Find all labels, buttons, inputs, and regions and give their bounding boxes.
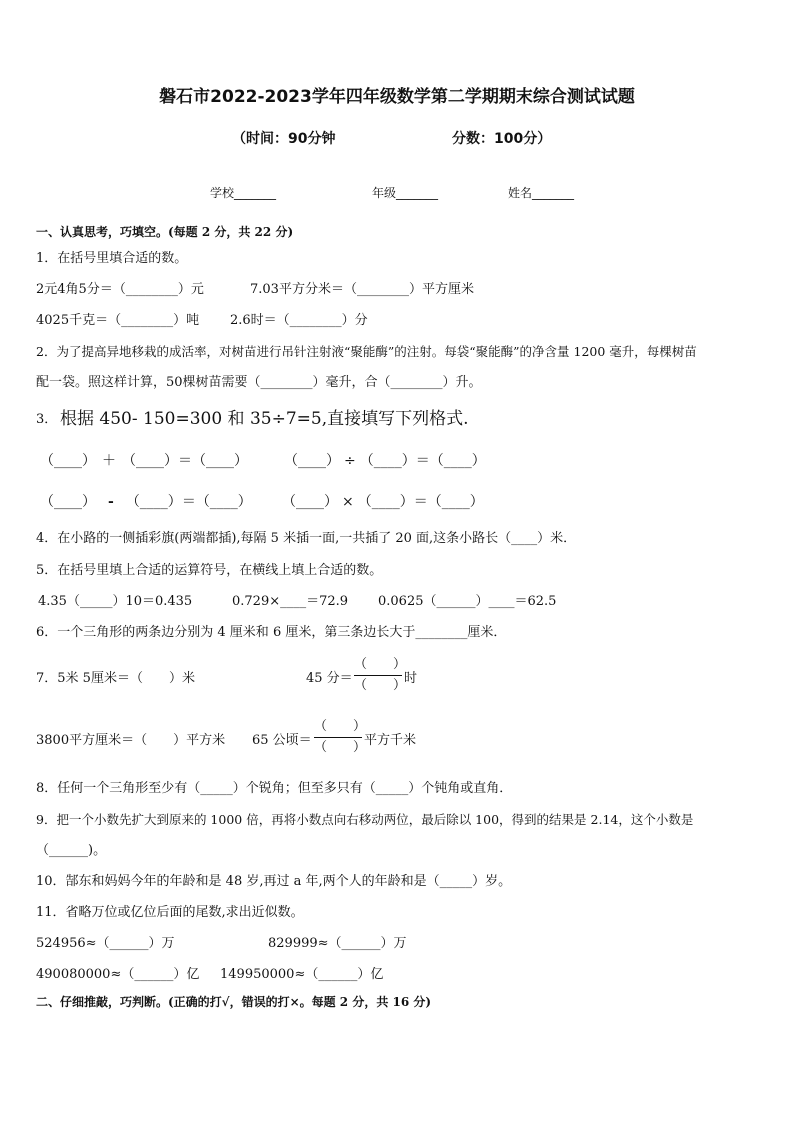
divide-symbol: ÷ [344,453,356,469]
q1-blank-b[interactable]: 7.03平方分米＝（________）平方厘米 [250,282,474,297]
fraction-bar [354,675,402,676]
q9-line2[interactable]: （______)。 [36,843,107,858]
q9-line1: 9．把一个小数先扩大到原来的 1000 倍，再将小数点向右移动两位，最后除以 100，得到的结果是 2.14，这个小数是 [36,812,694,827]
q5-blank-b[interactable]: 0.729×____＝72.9 [232,594,349,609]
minus-symbol: - [108,494,114,510]
fraction-numerator: （ ） [354,657,407,672]
q3-blank: （____） [357,494,414,510]
q1-blank-a[interactable]: 2元4角5分＝（________）元 [36,282,204,297]
fraction-numerator: （ ） [314,719,367,734]
exam-score: 分数：100分） [452,131,552,147]
q7-fraction-b[interactable] [354,656,407,695]
q3-row2-left[interactable] [40,493,252,511]
q3-row2-right[interactable] [282,493,484,511]
q3-blank: （____） [427,494,484,510]
q3-blank: （____） [429,453,486,469]
q3-blank: （____） [284,453,340,469]
equals-symbol: ＝ [181,494,196,510]
q7-blank-a[interactable]: 7．5米 5厘米＝（ ）米 [36,671,195,686]
fraction-denominator: （ ） [314,740,367,755]
q3-blank: （____） [125,494,182,510]
q3-row1-left[interactable] [40,452,248,470]
q3-blank: （____） [282,494,338,510]
q1-blank-c[interactable]: 4025千克＝（________）吨 [36,313,200,328]
plus-symbol: ＋ [102,453,116,469]
q1-text: 1．在括号里填合适的数。 [36,251,188,266]
equals-symbol: ＝ [415,453,430,469]
q3-row1-right[interactable] [284,452,486,470]
q7-fraction-d[interactable] [314,718,367,757]
q2-line2[interactable]: 配一袋。照这样计算，50棵树苗需要（________）毫升，合（________）升。 [36,375,482,390]
q11-blank-a[interactable]: 524956≈（______）万 [36,936,175,951]
q11-blank-c[interactable]: 490080000≈（______）亿 [36,967,200,982]
q5-text: 5．在括号里填上合适的运算符号，在横线上填上合适的数。 [36,563,383,578]
grade-field[interactable]: 年级_______ [372,186,439,200]
q8-text[interactable]: 8．任何一个三角形至少有（_____）个锐角；但至多只有（_____）个钝角或直角． [36,781,513,796]
q3-blank: （____） [40,494,96,510]
q3-blank: （____） [195,494,252,510]
page-title: 磐石市2022-2023学年四年级数学第二学期期末综合测试试题 [159,87,635,107]
q3-text: 根据 450- 150=300 和 35÷7=5,直接填写下列格式. [60,409,469,429]
q4-text[interactable]: 4．在小路的一侧插彩旗(两端都插),每隔 5 米插一面,一共插了 20 面,这条小路长（____）米． [36,531,577,546]
q11-blank-b[interactable]: 829999≈（______）万 [268,936,407,951]
q11-text: 11．省略万位或亿位后面的尾数,求出近似数。 [36,905,304,920]
q7-b-unit: 时 [404,671,418,686]
q7-d-prefix: 65 公顷＝ [252,733,312,748]
fraction-denominator: （ ） [354,678,407,693]
q11-blank-d[interactable]: 149950000≈（______）亿 [220,967,384,982]
q3-blank: （____） [40,453,96,469]
q7-blank-c[interactable]: 3800平方厘米＝（ ）平方米 [36,733,226,748]
q3-blank: （____） [359,453,416,469]
q7-d-unit: 平方千米 [364,733,417,748]
section-1-heading: 一、认真思考，巧填空。(每题 2 分，共 22 分) [36,225,294,239]
exam-time: （时间：90分钟 [232,131,336,147]
q3-blank: （____） [122,453,178,469]
school-field[interactable]: 学校_______ [210,186,277,200]
name-field[interactable]: 姓名_______ [508,186,575,200]
q10-text[interactable]: 10．郜东和妈妈今年的年龄和是 48 岁,再过 a 年,两个人的年龄和是（_____）岁。 [36,874,512,889]
q5-blank-a[interactable]: 4.35（_____）10＝0.435 [38,594,193,609]
q2-line1: 2．为了提高异地移栽的成活率，对树苗进行吊针注射液“聚能酶”的注射。每袋“聚能酶”的净含量 1200 毫升，每棵树苗 [36,344,697,359]
q3-label: 3． [36,412,58,427]
q7-b-prefix: 45 分＝ [306,671,353,686]
times-symbol: × [342,494,354,510]
equals-symbol: ＝ [178,453,192,469]
q1-blank-d[interactable]: 2.6时＝（________）分 [230,313,368,328]
fraction-bar [314,737,362,738]
equals-symbol: ＝ [413,494,428,510]
q5-blank-c[interactable]: 0.0625（______）____＝62.5 [378,594,557,609]
q3-blank: （____） [192,453,248,469]
q6-text[interactable]: 6．一个三角形的两条边分别为 4 厘米和 6 厘米，第三条边长大于________厘米． [36,625,507,640]
section-2-heading: 二、仔细推敲，巧判断。(正确的打√，错误的打×。每题 2 分，共 16 分) [36,995,432,1009]
